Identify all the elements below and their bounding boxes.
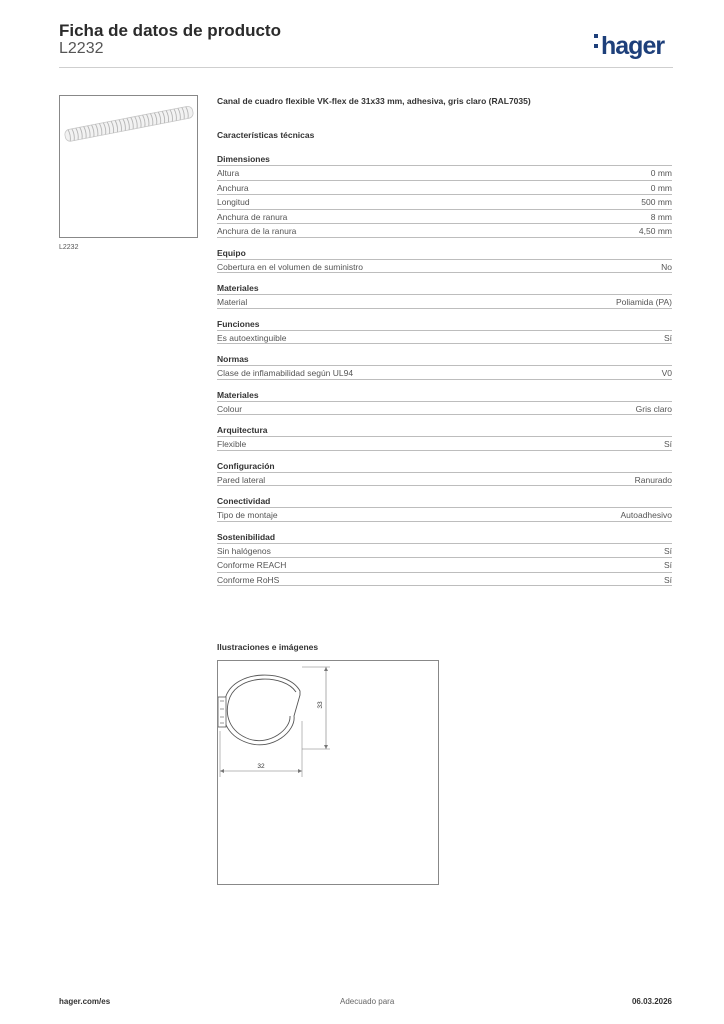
spec-row bbox=[217, 194, 672, 209]
section-title: Dimensiones bbox=[217, 154, 270, 164]
section-title: Materiales bbox=[217, 389, 259, 400]
spec-value: Ranurado bbox=[634, 474, 672, 485]
spec-value: Poliamida (PA) bbox=[615, 297, 672, 307]
section-title: Arquitectura bbox=[217, 425, 268, 435]
spec-row bbox=[217, 330, 672, 345]
spec-section bbox=[217, 389, 672, 416]
spec-value: Sí bbox=[663, 545, 672, 556]
spec-value: 0 mm bbox=[650, 168, 672, 178]
spec-label: Clase de inflamabilidad según UL94 bbox=[217, 368, 354, 378]
spec-label: Conforme REACH bbox=[217, 560, 287, 570]
dimension-width-label: 32 bbox=[257, 763, 265, 770]
spec-section bbox=[217, 318, 672, 345]
spec-label: Cobertura en el volumen de suministro bbox=[217, 261, 363, 272]
spec-value: Sí bbox=[663, 574, 672, 585]
spec-row bbox=[217, 223, 672, 238]
page-title: Ficha de datos de producto bbox=[59, 21, 281, 40]
spec-label: Material bbox=[217, 297, 248, 307]
spec-section bbox=[217, 531, 672, 587]
spec-row bbox=[217, 365, 672, 380]
spec-label: Es autoextinguible bbox=[217, 332, 287, 343]
spec-label: Conforme RoHS bbox=[217, 574, 280, 585]
spec-value: 0 mm bbox=[650, 182, 672, 193]
technical-characteristics-heading: Características técnicas bbox=[217, 130, 315, 140]
spec-section bbox=[217, 353, 672, 380]
flexible-duct-icon bbox=[60, 96, 197, 237]
section-title: Funciones bbox=[217, 318, 260, 329]
spec-value: No bbox=[661, 261, 672, 272]
spec-value: Sí bbox=[663, 560, 672, 570]
spec-content bbox=[217, 95, 672, 586]
spec-row bbox=[217, 507, 672, 522]
spec-value: 4,50 mm bbox=[638, 226, 672, 236]
spec-section bbox=[217, 247, 672, 274]
spec-section bbox=[217, 282, 672, 309]
section-title: Materiales bbox=[217, 283, 259, 293]
spec-section bbox=[217, 424, 672, 451]
spec-row bbox=[217, 180, 672, 195]
spec-label: Tipo de montaje bbox=[217, 510, 278, 520]
logo-colon-icon bbox=[594, 28, 599, 54]
technical-drawing[interactable] bbox=[217, 660, 439, 885]
spec-row bbox=[217, 294, 672, 309]
spec-row bbox=[217, 543, 672, 558]
spec-section bbox=[217, 153, 672, 238]
duct-profile-drawing bbox=[218, 661, 438, 884]
spec-label: Longitud bbox=[217, 197, 250, 207]
section-title: Conectividad bbox=[217, 496, 271, 506]
section-title: Equipo bbox=[217, 247, 246, 258]
product-thumbnail[interactable] bbox=[59, 95, 198, 238]
illustrations-heading: Ilustraciones e imágenes bbox=[217, 642, 319, 652]
spec-row bbox=[217, 259, 672, 274]
spec-value: V0 bbox=[661, 368, 672, 378]
spec-label: Anchura de la ranura bbox=[217, 226, 297, 236]
spec-row bbox=[217, 401, 672, 416]
spec-row bbox=[217, 557, 672, 572]
spec-label: Anchura de ranura bbox=[217, 211, 288, 222]
spec-value: Sí bbox=[663, 332, 672, 343]
spec-label: Colour bbox=[217, 403, 243, 414]
header-divider bbox=[59, 67, 673, 68]
spec-label: Anchura bbox=[217, 182, 249, 193]
section-title: Configuración bbox=[217, 460, 275, 471]
spec-section bbox=[217, 460, 672, 487]
section-title: Sostenibilidad bbox=[217, 531, 276, 542]
thumbnail-caption: L2232 bbox=[59, 244, 79, 251]
hager-logo[interactable] bbox=[594, 28, 664, 61]
footer-website-link[interactable]: hager.com/es bbox=[59, 997, 111, 1006]
product-code: L2232 bbox=[59, 40, 104, 57]
spec-sections bbox=[217, 153, 672, 586]
spec-value: 8 mm bbox=[650, 211, 672, 222]
spec-value: Autoadhesivo bbox=[620, 510, 672, 520]
spec-row bbox=[217, 165, 672, 180]
spec-row bbox=[217, 209, 672, 224]
spec-section bbox=[217, 495, 672, 522]
spec-label: Pared lateral bbox=[217, 474, 266, 485]
dimension-height-label: 33 bbox=[317, 701, 324, 709]
logo-text: hager bbox=[601, 32, 665, 60]
footer-suitable-for: Adecuado para bbox=[340, 997, 395, 1006]
spec-label: Altura bbox=[217, 168, 240, 178]
spec-row bbox=[217, 472, 672, 487]
footer-date: 06.03.2026 bbox=[631, 997, 672, 1006]
spec-value: Gris claro bbox=[635, 403, 672, 414]
spec-value: 500 mm bbox=[641, 197, 672, 207]
spec-row bbox=[217, 572, 672, 587]
spec-label: Sin halógenos bbox=[217, 545, 271, 556]
spec-value: Sí bbox=[663, 439, 672, 449]
spec-row bbox=[217, 436, 672, 451]
spec-label: Flexible bbox=[217, 439, 247, 449]
section-title: Normas bbox=[217, 354, 249, 364]
product-description: Canal de cuadro flexible VK-flex de 31x33 mm, adhesiva, gris claro (RAL7035) bbox=[217, 96, 531, 106]
